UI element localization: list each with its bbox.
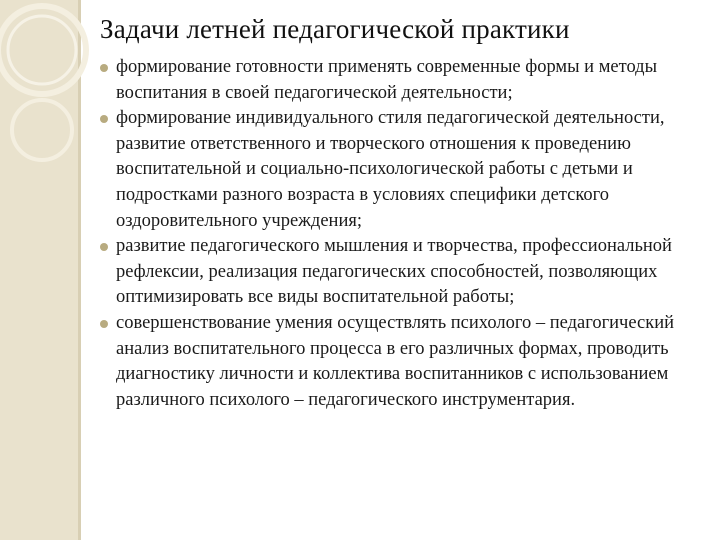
bullet-item: формирование индивидуального стиля педагогической деятельности, развитие ответственного и творческого отношения к проведению воспитательной и социально-психологической работы с детьми и подростками разного возраста в условиях специфики детского оздоровительного учреждения; <box>100 106 700 234</box>
decorative-circles <box>0 0 110 200</box>
slide-title: Задачи летней педагогической практики <box>100 14 570 44</box>
bullet-list <box>100 55 700 413</box>
bullet-item: формирование готовности применять современные формы и методы воспитания в своей педагогической деятельности; <box>100 55 700 106</box>
bullet-item: совершенствование умения осуществлять психолого – педагогический анализ воспитательного процесса в его различных формах, проводить диагностику личности и коллектива воспитанников с использованием различного психолого – педагогического инструментария. <box>100 311 700 413</box>
bullet-item: развитие педагогического мышления и творчества, профессиональной рефлексии, реализация педагогических способностей, позволяющих оптимизировать все виды воспитательной работы; <box>100 234 700 311</box>
